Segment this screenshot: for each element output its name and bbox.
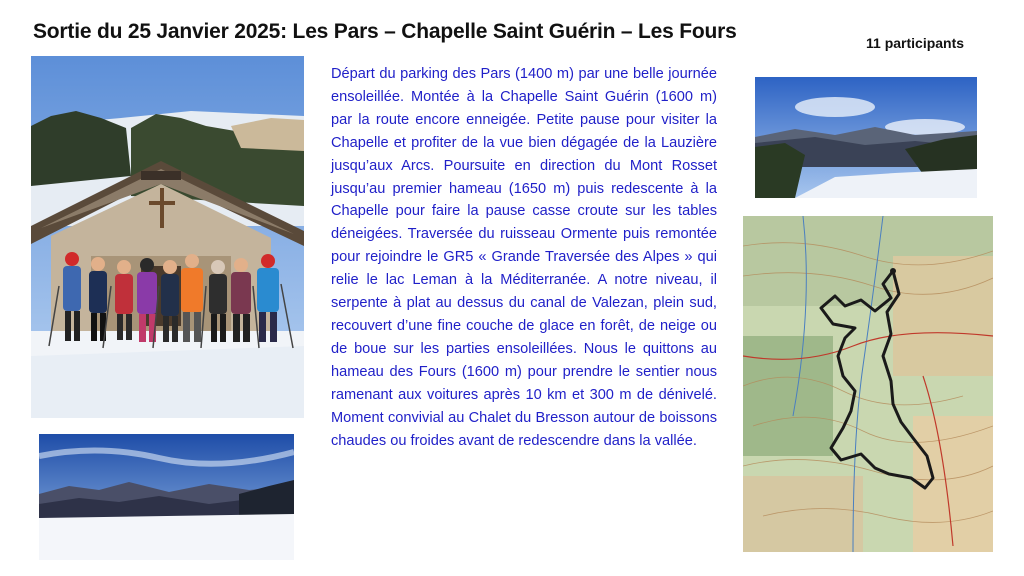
page-title: Sortie du 25 Janvier 2025: Les Pars – Chapelle Saint Guérin – Les Fours <box>33 20 737 43</box>
snow-landscape-photo <box>39 434 294 560</box>
route-map <box>743 216 993 552</box>
participants-count: 11 participants <box>866 35 965 51</box>
group-photo-chapel <box>31 56 304 418</box>
outing-description: Départ du parking des Pars (1400 m) par une belle journée ensoleillée. Montée à la Chapelle Saint Guérin (1600 m) par la route encore enneigée. Petite pause pour visiter la Chapelle et profiter de la vue bien dégagée de la Lauzière jusqu’aux Arcs. Poursuite en direction du Mont Rosset jusqu’au premier hameau (1650 m) puis redescente à la Chapelle pour faire la pause casse croute sur les tables déneigées. Traversée du ruisseau Ormente puis remontée pour rejoindre le GR5 « Grande Traversée des Alpes » qui relie le lac Leman à la Méditerranée. A notre niveau, il serpente à plat au dessus du canal de Valezan, plein sud, recouvert d’une fine couche de glace en forêt, de neige ou de boue sur les parties ensoleillées. Nous le quittons au hameau des Fours (1600 m) pour prendre le sentier nous ramenant aux voitures après 10 km et 300 m de dénivelé. Moment convivial au Chalet du Bresson autour de boissons chaudes ou froides avant de redescendre dans la vallée. <box>331 66 717 449</box>
valley-photo <box>755 77 977 198</box>
